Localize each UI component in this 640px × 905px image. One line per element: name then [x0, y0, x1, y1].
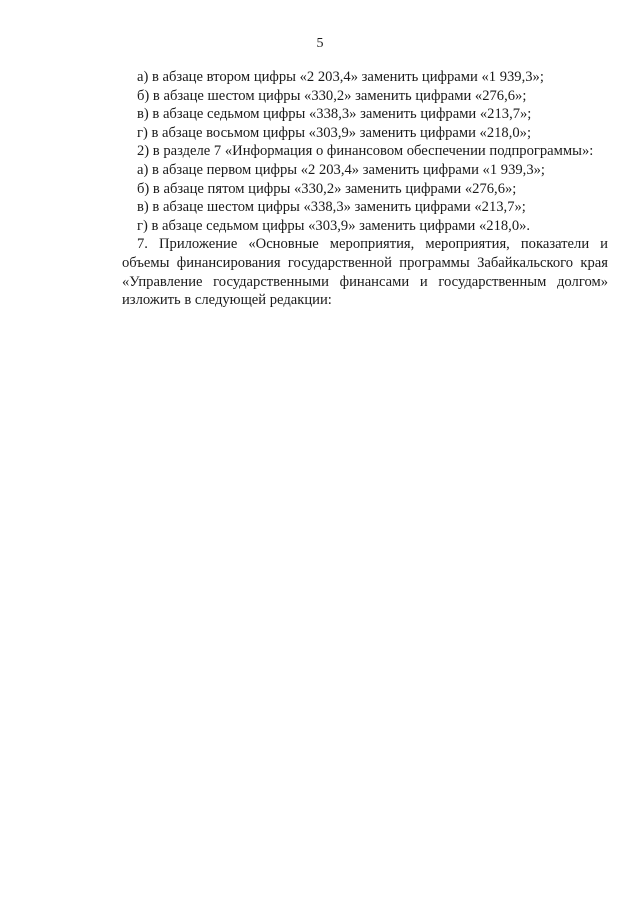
amendment-line-a2: а) в абзаце первом цифры «2 203,4» заменить цифрами «1 939,3»;: [137, 161, 545, 178]
amendment-line-v1: в) в абзаце седьмом цифры «338,3» заменить цифрами «213,7»;: [137, 106, 532, 123]
amendment-line-g1: г) в абзаце восьмом цифры «303,9» заменить цифрами «218,0»;: [137, 124, 532, 141]
page-number: 5: [316, 36, 324, 51]
amendment-line-b2: б) в абзаце пятом цифры «330,2» заменить цифрами «276,6»;: [137, 180, 517, 197]
paragraph-7: 7. Приложение «Основные мероприятия, мероприятия, показатели и объемы финансирования государственной программы Забайкальского края «Управление государственными финансами и государственным долгом» изложить в следующей редакции:: [122, 236, 608, 309]
document-body: [122, 68, 608, 310]
section-2-heading: 2) в разделе 7 «Информация о финансовом обеспечении подпрограммы»:: [137, 143, 594, 160]
amendment-line-g2: г) в абзаце седьмом цифры «303,9» заменить цифрами «218,0».: [137, 217, 531, 234]
amendment-line-b1: б) в абзаце шестом цифры «330,2» заменить цифрами «276,6»;: [137, 87, 527, 104]
amendment-line-v2: в) в абзаце шестом цифры «338,3» заменить цифрами «213,7»;: [137, 199, 526, 216]
amendment-line-a1: а) в абзаце втором цифры «2 203,4» заменить цифрами «1 939,3»;: [137, 69, 544, 85]
